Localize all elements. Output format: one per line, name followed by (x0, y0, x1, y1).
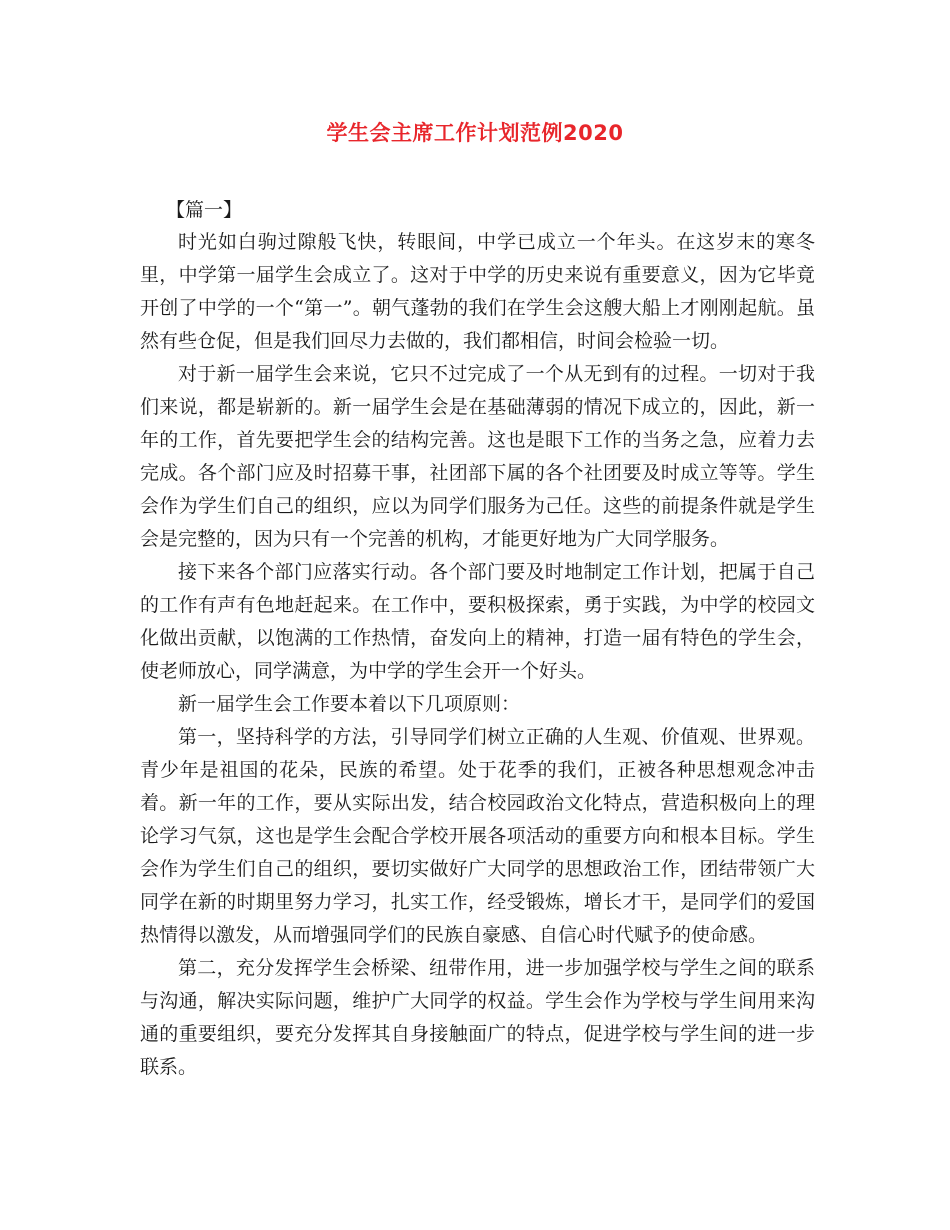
document-body (140, 195, 815, 1084)
section-label: 【篇一】 (166, 199, 243, 221)
paragraph-4: 新一届学生会工作要本着以下几项原则： (178, 693, 521, 715)
paragraph-2: 对于新一届学生会来说，它只不过完成了一个从无到有的过程。一切对于我们来说，都是崭新的。新一届学生会是在基础薄弱的情况下成立的，因此，新一年的工作，首先要把学生会的结构完善。这也是眼下工作的当务之急，应着力去完成。各个部门应及时招募干事，社团部下属的各个社团要及时成立等等。学生会作为学生们自己的组织，应以为同学们服务为己任。这些的前提条件就是学生会是完整的，因为只有一个完善的机构，才能更好地为广大同学服务。 (140, 363, 815, 550)
document-title: 学生会主席工作计划范例2020 (326, 121, 624, 145)
paragraph-5: 第一，坚持科学的方法，引导同学们树立正确的人生观、价值观、世界观。青少年是祖国的花朵，民族的希望。处于花季的我们，正被各种思想观念冲击着。新一年的工作，要从实际出发，结合校园政治文化特点，营造积极向上的理论学习气氛，这也是学生会配合学校开展各项活动的重要方向和根本目标。学生会作为学生们自己的组织，要切实做好广大同学的思想政治工作，团结带领广大同学在新的时期里努力学习，扎实工作，经受锻炼，增长才干，是同学们的爱国热情得以激发，从而增强同学们的民族自豪感、自信心时代赋予的使命感。 (140, 726, 815, 946)
paragraph-3: 接下来各个部门应落实行动。各个部门要及时地制定工作计划，把属于自己的工作有声有色地赶起来。在工作中，要积极探索，勇于实践，为中学的校园文化做出贡献，以饱满的工作热情，奋发向上的精神，打造一届有特色的学生会，使老师放心，同学满意，为中学的学生会开一个好头。 (140, 561, 815, 682)
paragraph-1: 时光如白驹过隙般飞快，转眼间，中学已成立一个年头。在这岁末的寒冬里，中学第一届学生会成立了。这对于中学的历史来说有重要意义，因为它毕竟开创了中学的一个“第一”。朝气蓬勃的我们在学生会这艘大船上才刚刚起航。虽然有些仓促，但是我们回尽力去做的，我们都相信，时间会检验一切。 (140, 231, 815, 352)
paragraph-6: 第二，充分发挥学生会桥梁、纽带作用，进一步加强学校与学生之间的联系与沟通，解决实际问题，维护广大同学的权益。学生会作为学校与学生间用来沟通的重要组织，要充分发挥其自身接触面广的特点，促进学校与学生间的进一步联系。 (140, 957, 815, 1078)
